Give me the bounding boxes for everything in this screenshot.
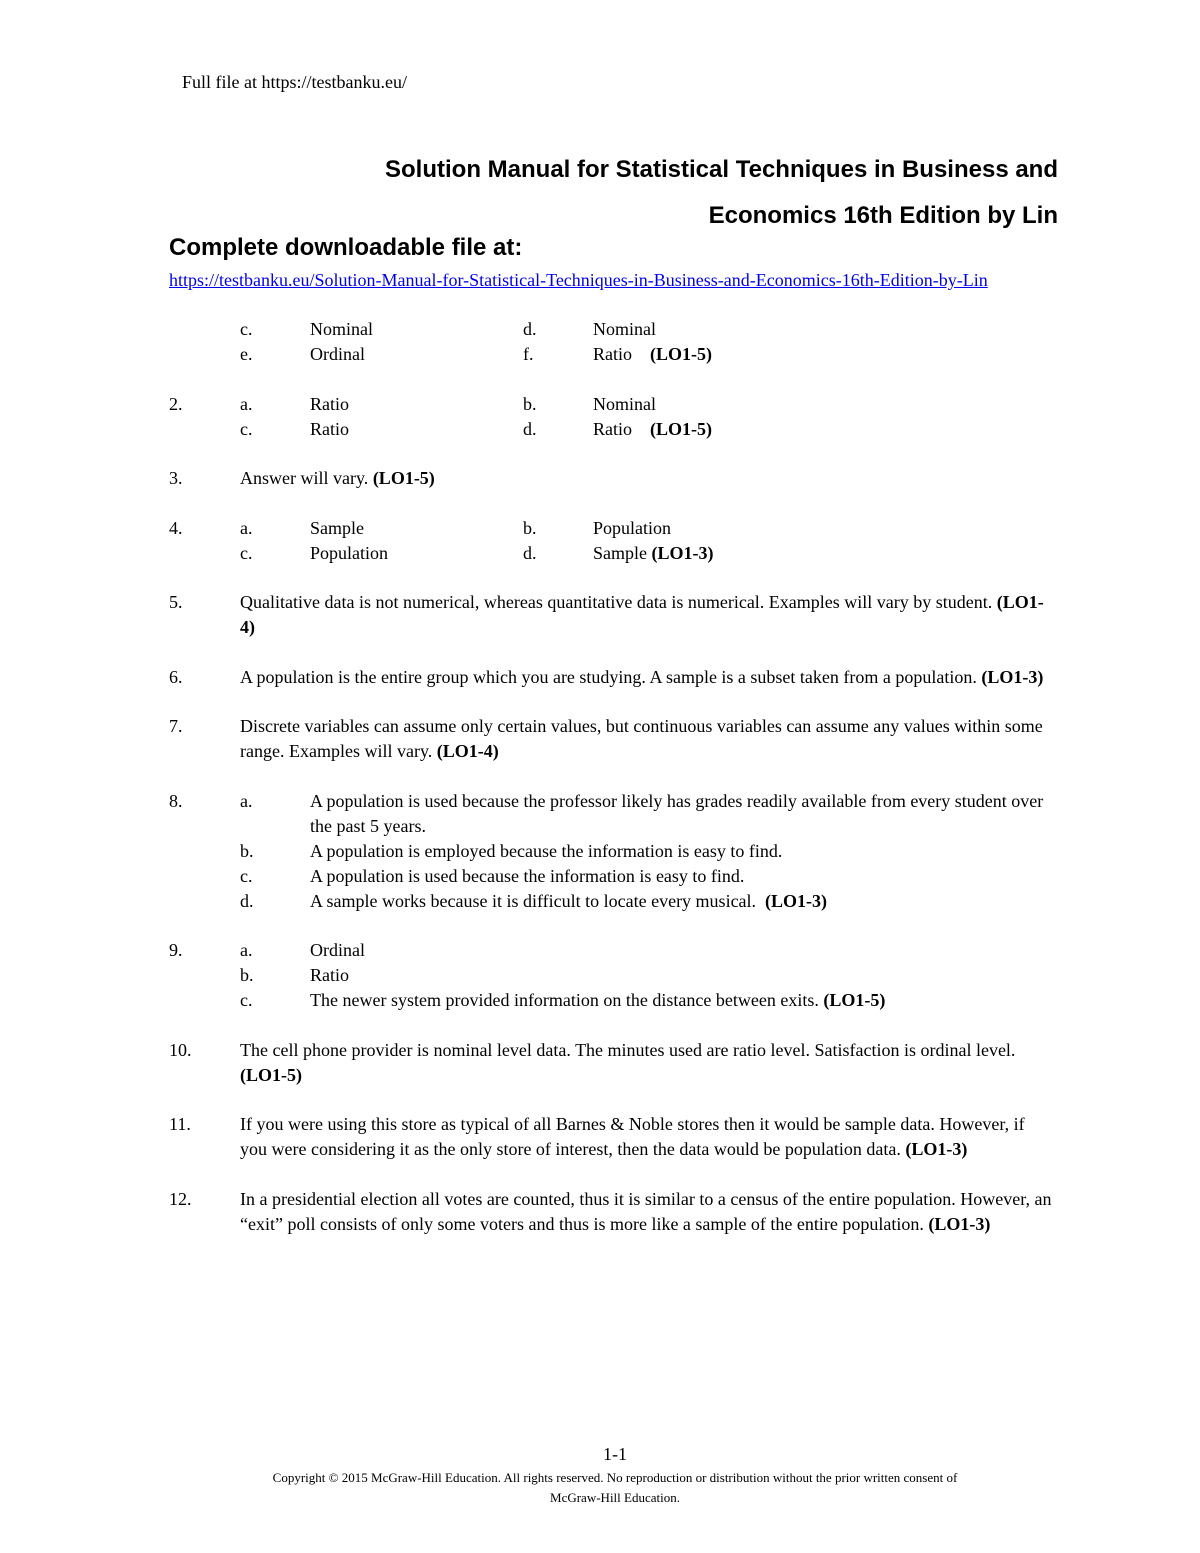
item-letter: d. [523,418,537,439]
answer-4-row-1 [169,516,1059,541]
item-text: Population [593,517,672,538]
question-number: 6. [169,666,183,687]
item-letter: a. [240,517,253,538]
answer-text: Answer will vary. [240,468,369,488]
question-number: 8. [169,790,183,811]
question-number: 5. [169,592,183,612]
item-letter: e. [240,344,253,364]
answer-6 [169,665,1059,690]
question-number: 2. [169,393,183,414]
answer-text: The cell phone provider is nominal level data. The minutes used are ratio level. Satisfaction is ordinal level. [240,1039,1016,1060]
item-text: Population [310,542,389,563]
item-text: Nominal [593,393,656,414]
item-letter: b. [240,840,254,861]
answer-5 [169,590,1059,640]
answer-1-row-1 [169,317,1059,342]
learning-objective-tag: (LO1-3) [928,1213,991,1234]
item-text: Ratio [310,393,349,414]
answer-8-a [169,789,1059,839]
question-number: 10. [169,1039,192,1060]
item-text: Sample [310,517,364,538]
page-number: 1-1 [603,1444,627,1464]
question-number: 11. [169,1114,191,1134]
item-text: A population is used because the professor likely has grades readily available from every student over the past 5 years. [310,790,1044,836]
learning-objective-tag: (LO1-4) [240,592,1044,637]
item-letter: b. [523,517,537,538]
item-text: Ratio [593,418,632,439]
item-letter: b. [240,965,254,985]
download-label: Complete downloadable file at: [169,234,523,261]
copyright-notice [0,1468,1200,1508]
answer-text: Discrete variables can assume only certain values, but continuous variables can assume any values within some range. Examples will vary. [240,716,1043,761]
item-text: Nominal [310,319,373,339]
answer-3 [169,466,1059,491]
learning-objective-tag: (LO1-5) [650,344,712,364]
answer-9-b [169,963,1059,988]
document-title-line-2: Economics 16th Edition by Lin [708,202,1058,229]
answer-text: A population is the entire group which you are studying. A sample is a subset taken from a population. [240,666,977,687]
item-letter: d. [523,542,537,563]
item-letter: a. [240,393,253,414]
item-text: A population is used because the information is easy to find. [310,865,745,886]
item-text: A population is employed because the information is easy to find. [310,840,783,861]
item-text: Sample [593,542,647,563]
learning-objective-tag: (LO1-3) [765,890,828,911]
download-link[interactable]: https://testbanku.eu/Solution-Manual-for-Statistical-Techniques-in-Business-and-Economics-16th-Edition-by-Lin [169,270,988,290]
learning-objective-tag: (LO1-4) [436,741,499,761]
item-letter: d. [523,319,537,339]
item-text: The newer system provided information on the distance between exits. [310,990,819,1010]
item-text: Ordinal [310,344,365,364]
answer-9-a [169,938,1059,963]
learning-objective-tag: (LO1-3) [651,542,714,563]
learning-objective-tag: (LO1-5) [372,468,435,488]
header-note: Full file at https://testbanku.eu/ [182,72,407,92]
item-letter: c. [240,990,253,1010]
item-text: Nominal [593,319,656,339]
item-letter: a. [240,940,253,960]
answer-10 [169,1038,1059,1088]
item-letter: d. [240,890,254,911]
question-number: 9. [169,940,183,960]
answer-text: If you were using this store as typical of all Barnes & Noble stores then it would be sample data. However, if you were considering it as the only store of interest, then the data would be population data. [240,1114,1025,1159]
answer-8-b [169,839,1059,864]
item-text: A sample works because it is difficult to locate every musical. [310,890,757,911]
answer-text: In a presidential election all votes are counted, thus it is similar to a census of the entire population. However, an “exit” poll consists of only some voters and thus is more like a sample of the entire population. [240,1188,1052,1234]
learning-objective-tag: (LO1-3) [905,1139,968,1159]
answer-9-c [169,988,1059,1013]
question-number: 3. [169,468,183,488]
item-letter: a. [240,790,253,811]
answer-list [169,317,1059,1237]
item-text: Ratio [593,344,632,364]
answer-1-row-2 [169,342,1059,367]
answer-2-row-2 [169,417,1059,442]
item-letter: c. [240,865,253,886]
item-text: Ordinal [310,940,365,960]
question-number: 12. [169,1188,192,1209]
item-text: Ratio [310,965,349,985]
document-title-line-1: Solution Manual for Statistical Techniques in Business and [385,156,1058,183]
item-letter: c. [240,542,253,563]
answer-text: Qualitative data is not numerical, whereas quantitative data is numerical. Examples will vary by student. [240,592,993,612]
answer-11 [169,1112,1059,1162]
learning-objective-tag: (LO1-5) [650,418,712,439]
item-letter: f. [523,344,534,364]
answer-12 [169,1187,1059,1237]
answer-2-row-1 [169,392,1059,417]
copyright-line-1: Copyright © 2015 McGraw-Hill Education. All rights reserved. No reproduction or distribution without the prior written consent of [272,1470,958,1485]
learning-objective-tag: (LO1-5) [823,990,886,1010]
question-number: 4. [169,517,183,538]
item-letter: c. [240,418,253,439]
answer-8-d [169,889,1059,914]
learning-objective-tag: (LO1-5) [240,1064,302,1085]
answer-8-c [169,864,1059,889]
answer-7 [169,714,1059,764]
answer-4-row-2 [169,541,1059,566]
copyright-line-2: McGraw-Hill Education. [550,1490,680,1505]
item-text: Ratio [310,418,349,439]
item-letter: b. [523,393,537,414]
question-number: 7. [169,716,183,736]
learning-objective-tag: (LO1-3) [981,666,1044,687]
item-letter: c. [240,319,253,339]
